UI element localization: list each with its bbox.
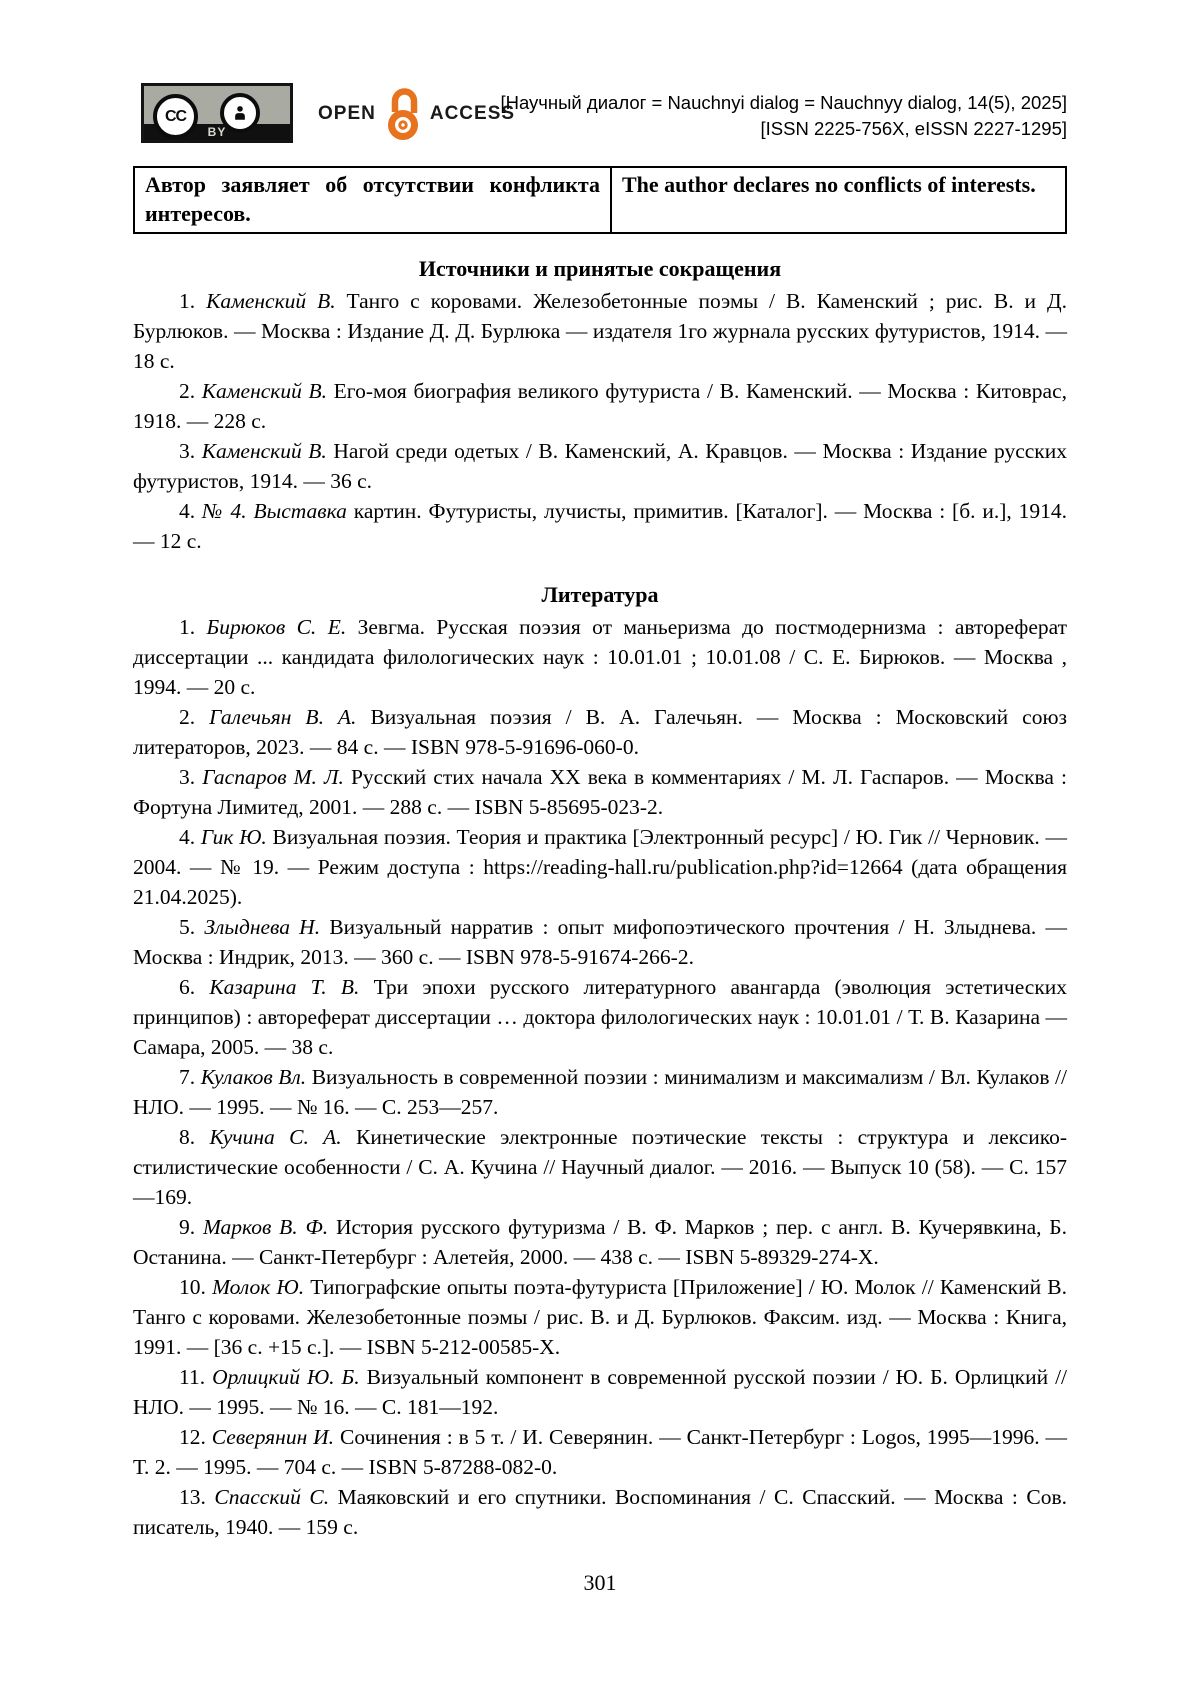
reference-author: Северянин И. xyxy=(211,1425,335,1449)
conflict-statement-en: The author declares no conflicts of interests. xyxy=(622,172,1036,197)
reference-number: 7. xyxy=(179,1065,196,1089)
reference-text: Визуальный компонент в современной русской поэзии / Ю. Б. Орлицкий // НЛО. — 1995. — № 16. — С. 181—192. xyxy=(133,1365,1068,1419)
reference-number: 2. xyxy=(179,379,196,403)
open-access-logo xyxy=(318,86,515,142)
reference-number: 13. xyxy=(179,1485,206,1509)
conflict-of-interest-table xyxy=(133,166,1067,234)
reference-author: Молок Ю. xyxy=(212,1275,305,1299)
reference-entry xyxy=(133,1482,1067,1542)
reference-number: 1. xyxy=(179,289,196,313)
reference-entry xyxy=(133,912,1067,972)
reference-author: Каменский В. xyxy=(201,439,327,463)
reference-entry xyxy=(133,762,1067,822)
reference-number: 12. xyxy=(179,1425,206,1449)
reference-number: 11. xyxy=(179,1365,206,1389)
cc-icon xyxy=(153,94,198,139)
reference-number: 4. xyxy=(179,825,196,849)
journal-title-line: [Научный диалог = Nauchnyi dialog = Nauchnyy dialog, 14(5), 2025] xyxy=(500,92,1067,113)
reference-number: 1. xyxy=(179,615,196,639)
open-access-word-open: OPEN xyxy=(318,103,376,124)
cc-by-badge xyxy=(141,83,293,143)
references xyxy=(133,254,1067,1542)
reference-text: Его-моя биография великого футуриста / В. Каменский. — Москва : Китоврас, 1918. — 228 с. xyxy=(133,379,1068,433)
reference-number: 5. xyxy=(179,915,196,939)
reference-text: Типографские опыты поэта-футуриста [Приложение] / Ю. Молок // Каменский В. Танго с коровами. Железобетонные поэмы / рис. В. и Д. Бурлюков. Факсим. изд. — Москва : Книга, 1991. — [36 с. +15 с.]. — ISBN 5-212-00585-X. xyxy=(133,1275,1068,1359)
reference-author: Орлицкий Ю. Б. xyxy=(212,1365,360,1389)
reference-entry xyxy=(133,286,1067,376)
section-title: Источники и принятые сокращения xyxy=(418,256,782,281)
reference-author: Марков В. Ф. xyxy=(202,1215,329,1239)
conflict-statement-ru: Автор заявляет об отсутствии конфликта интересов. xyxy=(135,168,612,232)
cc-letters: CC xyxy=(164,107,187,125)
reference-text: Сочинения : в 5 т. / И. Северянин. — Санкт-Петербург : Logos, 1995—1996. — Т. 2. — 1995. — 704 с. — ISBN 5-87288-082-0. xyxy=(133,1425,1068,1479)
reference-text: Русский стих начала XX века в комментариях / М. Л. Гаспаров. — Москва : Фортуна Лимитед, 2001. — 288 с. — ISBN 5-85695-023-2. xyxy=(133,765,1068,819)
reference-author: Галечьян В. А. xyxy=(209,705,357,729)
open-lock-icon xyxy=(382,87,424,141)
reference-text: Визуальный нарратив : опыт мифопоэтического прочтения / Н. Злыднева. — Москва : Индрик, 2013. — 360 с. — ISBN 978-5-91674-266-2. xyxy=(133,915,1068,969)
journal-info xyxy=(500,90,1067,142)
page-header xyxy=(133,80,1067,146)
reference-author: Каменский В. xyxy=(206,289,336,313)
reference-text: Танго с коровами. Железобетонные поэмы / В. Каменский ; рис. В. и Д. Бурлюков. — Москва : Издание Д. Д. Бурлюка — издателя 1го журнала русских футуристов, 1914. — 18 с. xyxy=(133,289,1068,373)
reference-entry xyxy=(133,496,1067,556)
reference-author: Гик Ю. xyxy=(200,825,267,849)
reference-entry xyxy=(133,1422,1067,1482)
reference-author: Каменский В. xyxy=(201,379,327,403)
person-icon xyxy=(220,93,260,133)
reference-text: Зевгма. Русская поэзия от маньеризма до постмодернизма : автореферат диссертации ... кандидата филологических наук : 10.01.01 ; 10.01.08 / С. Е. Бирюков. — Москва , 1994. — 20 с. xyxy=(133,615,1068,699)
reference-number: 10. xyxy=(179,1275,206,1299)
reference-author: Кулаков Вл. xyxy=(200,1065,307,1089)
section-title: Литература xyxy=(541,582,659,607)
reference-author: Бирюков С. Е. xyxy=(206,615,347,639)
journal-issn-line: [ISSN 2225-756X, eISSN 2227-1295] xyxy=(760,118,1067,139)
reference-entry xyxy=(133,1362,1067,1422)
reference-text: Нагой среди одетых / В. Каменский, А. Кравцов. — Москва : Издание русских футуристов, 1914. — 36 с. xyxy=(133,439,1068,493)
reference-text: Визуальная поэзия / В. А. Галечьян. — Москва : Московский союз литераторов, 2023. — 84 с. — ISBN 978-5-91696-060-0. xyxy=(133,705,1067,759)
reference-entry xyxy=(133,1272,1067,1362)
reference-entry xyxy=(133,1062,1067,1122)
reference-author: Спасский С. xyxy=(214,1485,330,1509)
reference-entry xyxy=(133,822,1067,912)
reference-entry xyxy=(133,1212,1067,1272)
reference-entry xyxy=(133,1122,1067,1212)
reference-number: 2. xyxy=(179,705,196,729)
reference-text: картин. Футуристы, лучисты, примитив. [Каталог]. — Москва : [б. и.], 1914. — 12 с. xyxy=(133,499,1067,553)
reference-author: № 4. Выставка xyxy=(201,499,347,523)
reference-text: Маяковский и его спутники. Воспоминания / С. Спасский. — Москва : Сов. писатель, 1940. — 159 с. xyxy=(133,1485,1067,1539)
reference-entry xyxy=(133,612,1067,702)
open-access-word-access: ACCESS xyxy=(429,103,516,124)
reference-number: 6. xyxy=(179,975,196,999)
reference-number: 3. xyxy=(179,765,196,789)
reference-author: Злыднева Н. xyxy=(204,915,321,939)
reference-entry xyxy=(133,436,1067,496)
reference-author: Казарина Т. В. xyxy=(209,975,360,999)
reference-author: Кучина С. А. xyxy=(209,1125,342,1149)
reference-number: 9. xyxy=(179,1215,196,1239)
reference-text: Три эпохи русского литературного авангарда (эволюция эстетических принципов) : автореферат диссертации … доктора филологических наук : 10.01.01 / Т. В. Казарина — Самара, 2005. — 38 с. xyxy=(133,975,1068,1059)
reference-number: 4. xyxy=(179,499,196,523)
cc-license-label: BY xyxy=(207,125,227,139)
reference-number: 8. xyxy=(179,1125,196,1149)
reference-text: История русского футуризма / В. Ф. Марков ; пер. с англ. В. Кучерявкина, Б. Останина. — Санкт-Петербург : Алетейя, 2000. — 438 с. — ISBN 5-89329-274-X. xyxy=(133,1215,1068,1269)
reference-entry xyxy=(133,972,1067,1062)
reference-entry xyxy=(133,702,1067,762)
reference-text: Кинетические электронные поэтические тексты : структура и лексико-стилистические особенности / С. А. Кучина // Научный диалог. — 2016. — Выпуск 10 (58). — С. 157—169. xyxy=(133,1125,1068,1209)
page-number: 301 xyxy=(583,1570,617,1595)
reference-text: Визуальность в современной поэзии : минимализм и максимализм / Вл. Кулаков // НЛО. — 1995. — № 16. — С. 253—257. xyxy=(133,1065,1067,1119)
reference-author: Гаспаров М. Л. xyxy=(202,765,344,789)
reference-text: Визуальная поэзия. Теория и практика [Электронный ресурс] / Ю. Гик // Черновик. — 2004. — № 19. — Режим доступа : https://reading-hall.ru/publication.php?id=12664 (дата обращения 21.04.2025). xyxy=(133,825,1068,909)
reference-entry xyxy=(133,376,1067,436)
reference-number: 3. xyxy=(179,439,196,463)
